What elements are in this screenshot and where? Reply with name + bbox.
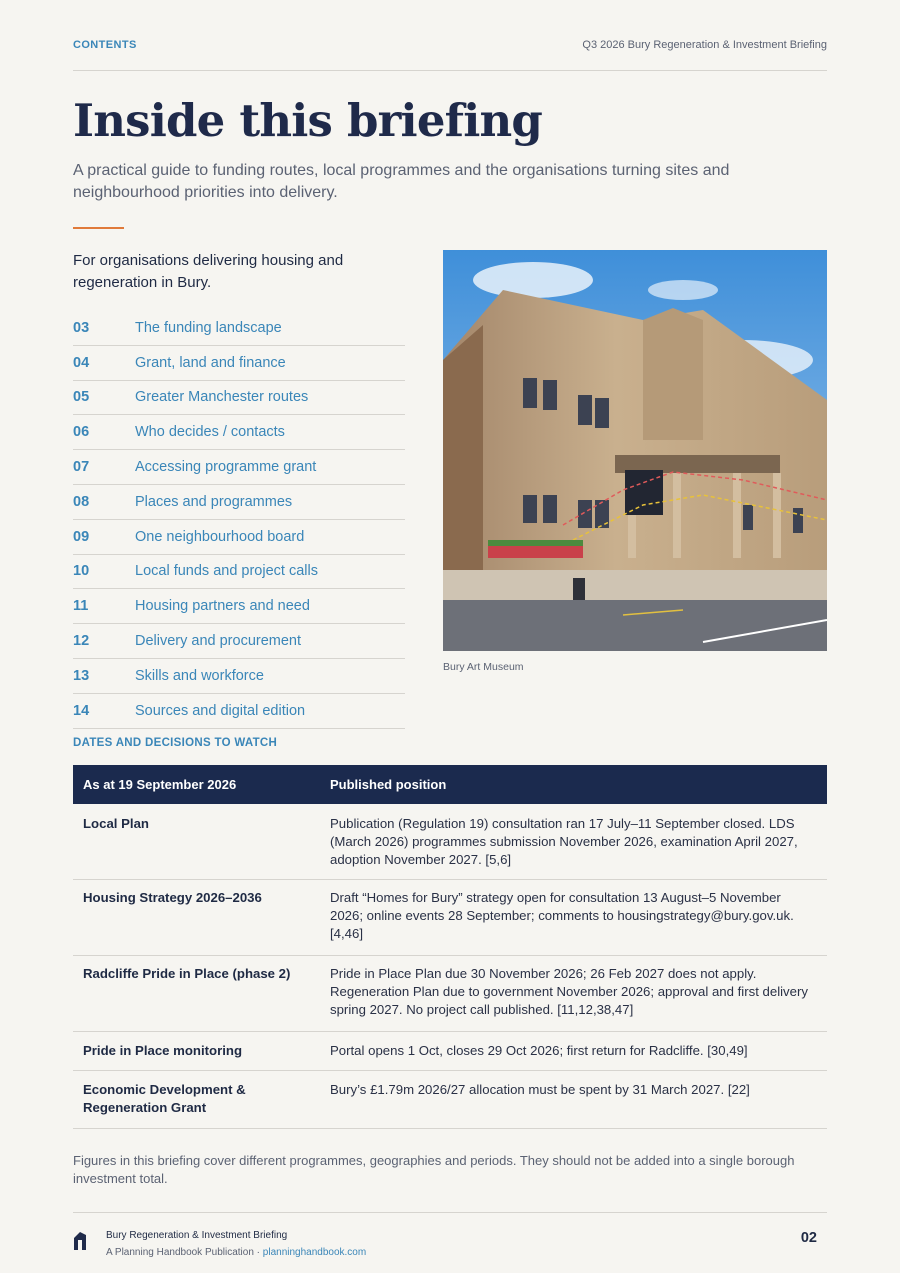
publisher-logo-icon — [73, 1231, 91, 1251]
footer-title: Bury Regeneration & Investment Briefing — [106, 1230, 288, 1241]
dates-table — [73, 765, 827, 1129]
row-position: Publication (Regulation 19) consultation ran 17 July–11 September closed. LDS (March 2026) programmes submission November 2026, examination April 2027, adoption November 2027. [5,6] — [330, 816, 798, 867]
header-divider — [73, 70, 827, 71]
dates-section-label: DATES AND DECISIONS TO WATCH — [73, 737, 278, 749]
toc-item[interactable] — [73, 520, 405, 555]
toc-item[interactable] — [73, 589, 405, 624]
toc-item[interactable] — [73, 415, 405, 450]
toc-label: The funding landscape — [135, 319, 282, 336]
toc-page-number: 06 — [73, 424, 90, 441]
publication-title: Q3 2026 Bury Regeneration & Investment Briefing — [582, 39, 827, 51]
row-position: Portal opens 1 Oct, closes 29 Oct 2026; first return for Radcliffe. [30,49] — [330, 1043, 748, 1058]
toc-page-number: 10 — [73, 563, 90, 580]
toc-page-number: 05 — [73, 389, 90, 406]
toc-page-number: 14 — [73, 702, 90, 719]
toc-label: Places and programmes — [135, 493, 293, 510]
page-number: 02 — [800, 1230, 817, 1246]
page-header — [73, 39, 827, 51]
toc-item[interactable] — [73, 624, 405, 659]
toc-page-number: 13 — [73, 667, 90, 684]
table-row — [73, 1071, 827, 1129]
footer-divider — [73, 1212, 827, 1213]
row-item: Economic Development & Regeneration Grant — [83, 1082, 246, 1115]
toc-item[interactable] — [73, 346, 405, 381]
toc-label: Greater Manchester routes — [135, 389, 309, 406]
table-row — [73, 1032, 827, 1071]
footnote: Figures in this briefing cover different programmes, geographies and periods. They should not be added into a single borough investment total. — [73, 1153, 795, 1186]
toc-page-number: 03 — [73, 319, 90, 336]
toc-item[interactable] — [73, 485, 405, 520]
column-header: As at 19 September 2026 — [83, 777, 237, 792]
page-subtitle: A practical guide to funding routes, local programmes and the organisations turning sites and neighbourhood priorities into delivery. — [73, 162, 730, 201]
photo-caption: Bury Art Museum — [443, 661, 524, 673]
accent-divider — [73, 227, 124, 229]
toc-page-number: 07 — [73, 459, 90, 476]
row-position: Bury’s £1.79m 2026/27 allocation must be spent by 31 March 2027. [22] — [330, 1082, 750, 1097]
row-position: Draft “Homes for Bury” strategy open for consultation 13 August–5 November 2026; online events 28 September; comments to housingstrategy@bury.gov.uk. [4,46] — [330, 890, 794, 941]
row-item: Radcliffe Pride in Place (phase 2) — [83, 966, 291, 981]
toc-page-number: 11 — [73, 598, 89, 615]
toc-page-number: 12 — [73, 633, 90, 650]
toc-label: Accessing programme grant — [135, 459, 317, 476]
toc-page-number: 08 — [73, 493, 90, 510]
toc-label: Housing partners and need — [135, 598, 310, 615]
toc-item[interactable] — [73, 659, 405, 694]
toc-label: Grant, land and finance — [135, 354, 286, 371]
publisher-link[interactable]: planninghandbook.com — [262, 1247, 367, 1258]
toc-page-number: 04 — [73, 354, 90, 371]
row-item: Pride in Place monitoring — [83, 1043, 243, 1058]
toc-item[interactable] — [73, 381, 405, 416]
toc-label: Sources and digital edition — [135, 702, 306, 719]
table-row — [73, 956, 827, 1032]
toc-page-number: 09 — [73, 528, 90, 545]
intro-text: For organisations delivering housing and regeneration in Bury. — [73, 252, 344, 291]
column-header: Published position — [330, 777, 447, 792]
footer-text — [106, 1227, 366, 1261]
row-item: Local Plan — [83, 816, 149, 831]
page — [73, 0, 827, 1273]
toc-label: Delivery and procurement — [135, 633, 302, 650]
toc-item[interactable] — [73, 694, 405, 729]
page-title: Inside this briefing — [73, 94, 543, 147]
row-position: Pride in Place Plan due 30 November 2026; 26 Feb 2027 does not apply. Regeneration Plan due to government November 2026; approval and first delivery spring 2027. No project call published. [11,12,38,47] — [330, 966, 808, 1017]
museum-photo — [443, 250, 827, 651]
table-of-contents — [73, 311, 405, 729]
toc-label: One neighbourhood board — [135, 528, 305, 545]
toc-label: Local funds and project calls — [135, 563, 318, 580]
table-row — [73, 880, 827, 956]
toc-label: Skills and workforce — [135, 667, 264, 684]
section-label: CONTENTS — [73, 39, 137, 51]
toc-item[interactable] — [73, 311, 405, 346]
table-header — [73, 765, 827, 804]
toc-item[interactable] — [73, 450, 405, 485]
footer-publisher — [106, 1244, 366, 1261]
footer-publisher-text: A Planning Handbook Publication · — [106, 1247, 263, 1258]
row-item: Housing Strategy 2026–2036 — [83, 890, 262, 905]
toc-item[interactable] — [73, 555, 405, 590]
table-row — [73, 804, 827, 880]
toc-label: Who decides / contacts — [135, 424, 285, 441]
